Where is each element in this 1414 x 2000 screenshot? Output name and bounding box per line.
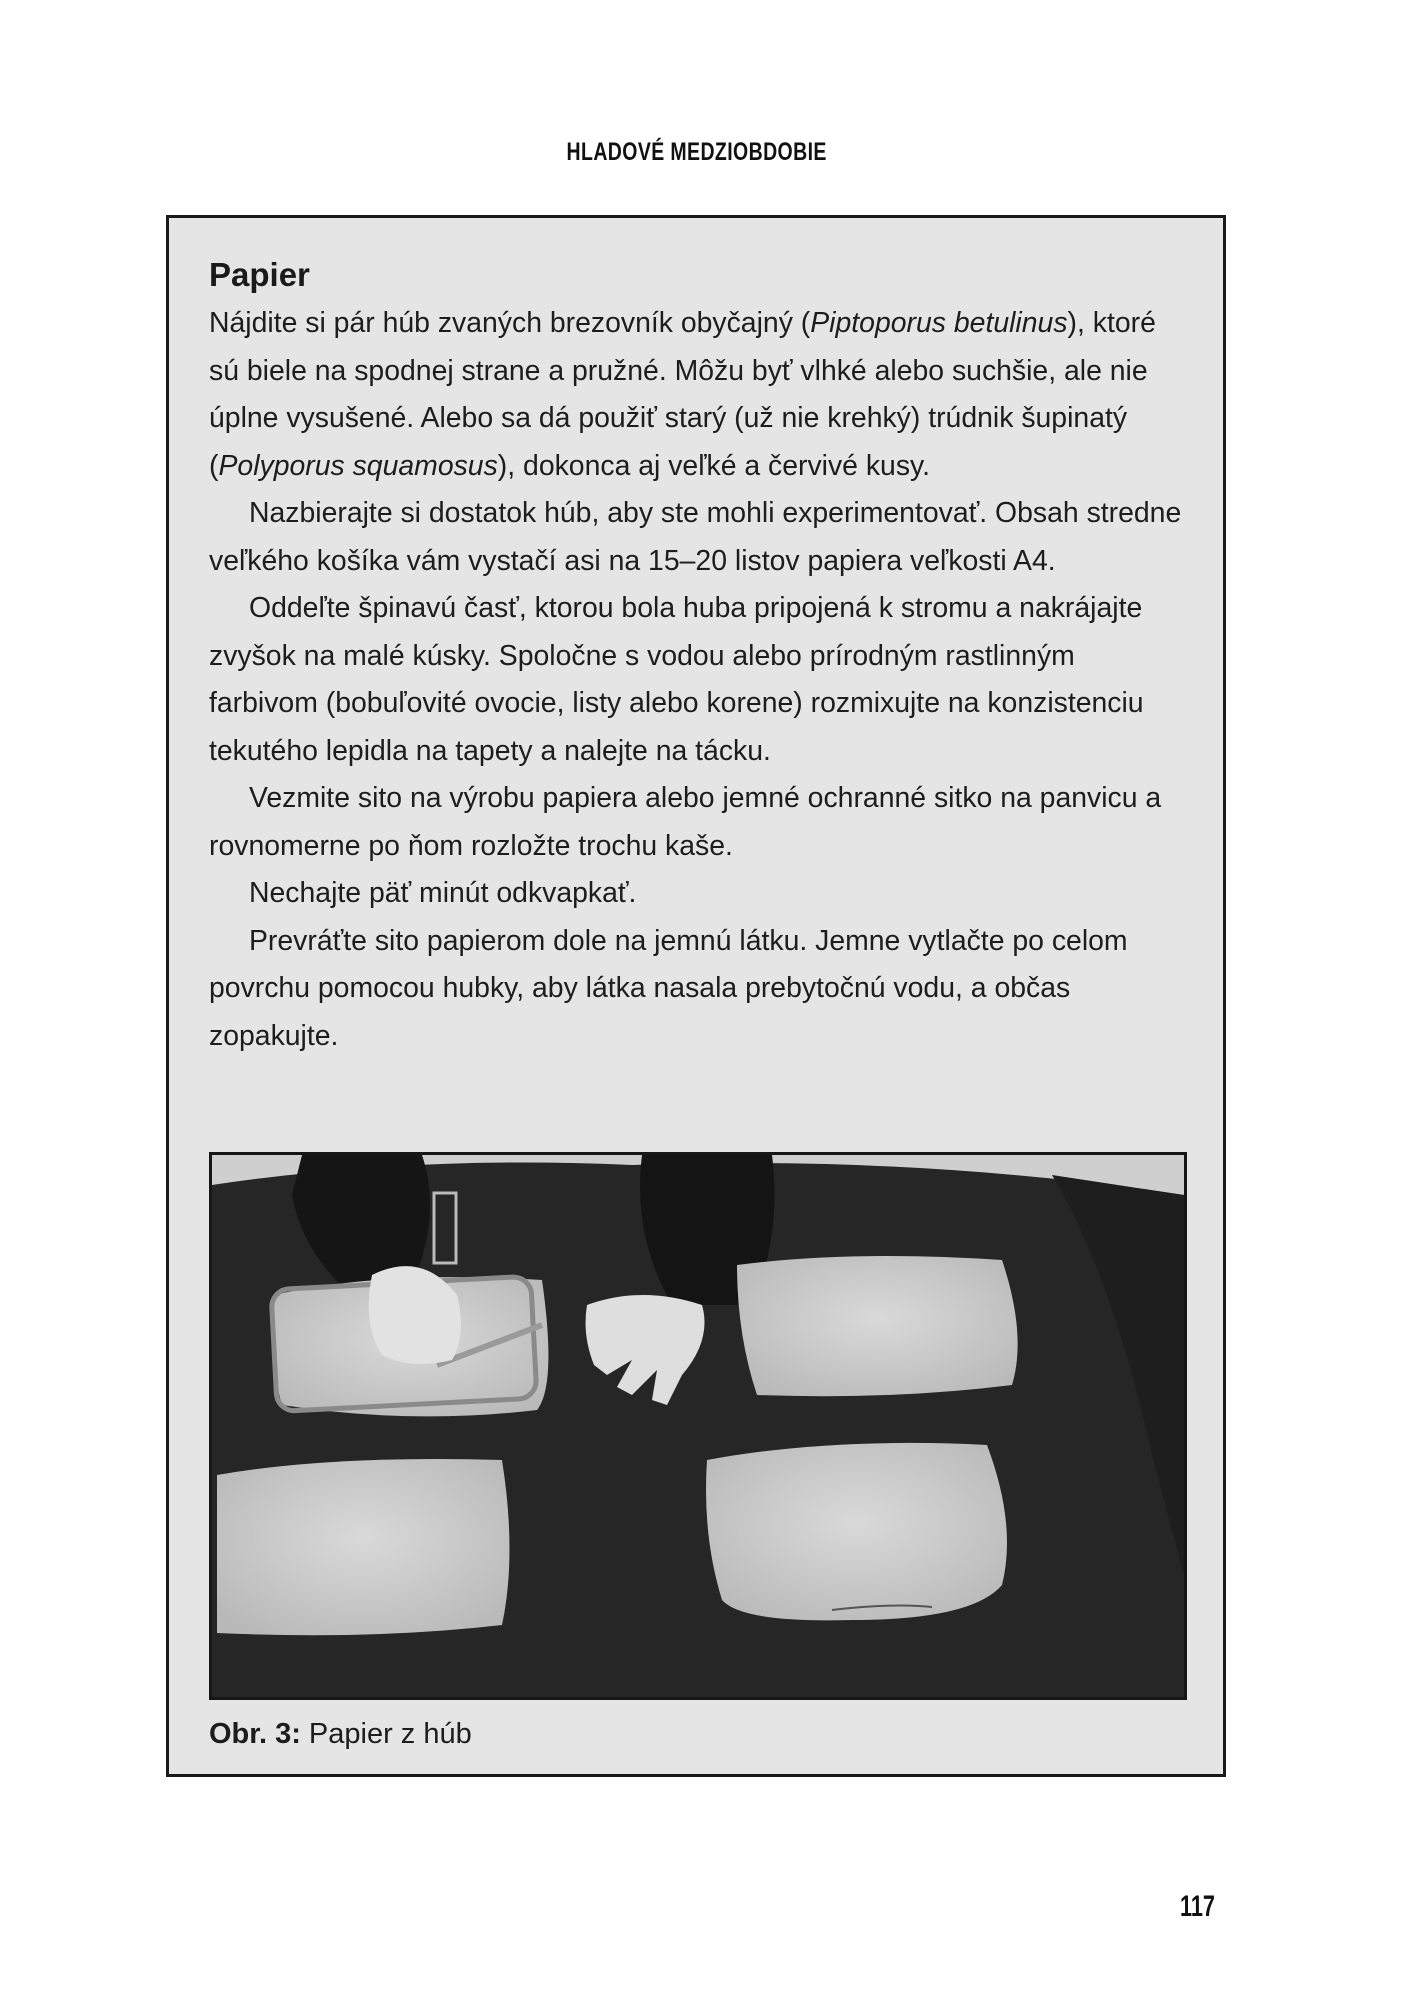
paper-sheet-3: [217, 1459, 510, 1635]
latin-name-piptoporus: Piptoporus betulinus: [810, 307, 1068, 339]
box-title: Papier: [209, 256, 310, 293]
running-head: HLADOVÉ MEDZIOBDOBIE: [566, 138, 827, 166]
paragraph-4: Vezmite sito na výrobu papiera alebo jemné ochranné sitko na panvicu a rovnomerne po ňom rozložte trochu kaše.: [209, 782, 1162, 862]
caption-text: Papier z húb: [300, 1718, 472, 1750]
paper-sheet-4: [706, 1443, 1007, 1620]
paper-sheet-2: [737, 1256, 1018, 1396]
sidebar-box: [166, 215, 1226, 1777]
paragraph-1-text-c: ), ktoré sú biele na spodnej strane a pružné. Môžu byť vlhké alebo suchšie, ale nie úplne vysušené. Alebo sa dá použiť starý (už nie krehký) trúdnik šupinatý (: [209, 307, 1156, 482]
paragraph-5: Nechajte päť minút odkvapkať.: [249, 877, 637, 909]
figure-caption: [209, 1718, 472, 1751]
paragraph-2: Nazbierajte si dostatok húb, aby ste mohli experimentovať. Obsah stredne veľkého košíka vám vystačí asi na 15–20 listov papiera veľkosti A4.: [209, 497, 1182, 577]
paragraph-6: Prevráťte sito papierom dole na jemnú látku. Jemne vytlačte po celom povrchu pomocou hubky, aby látka nasala prebytočnú vodu, a občas zopakujte.: [209, 924, 1128, 1052]
box-body: [209, 300, 1187, 1060]
paragraph-1-text-a: Nájdite si pár húb zvaných brezovník obyčajný (: [209, 307, 811, 339]
caption-label: Obr. 3:: [209, 1718, 301, 1750]
paragraph-1: [209, 300, 1187, 490]
page-number: 117: [1180, 1890, 1215, 1923]
paragraph-3: Oddeľte špinavú časť, ktorou bola huba pripojená k stromu a nakrájajte zvyšok na malé kúsky. Spoločne s vodou alebo prírodným rastlinným farbivom (bobuľovité ovocie, listy alebo korene) rozmixujte na konzistenciu tekutého lepidla na tapety a nalejte na tácku.: [209, 592, 1144, 767]
paragraph-1-text-e: ), dokonca aj veľké a červivé kusy.: [497, 449, 931, 482]
latin-name-polyporus: Polyporus squamosus: [218, 449, 498, 482]
photo-illustration: [212, 1155, 1184, 1697]
figure-photo: [209, 1152, 1187, 1700]
